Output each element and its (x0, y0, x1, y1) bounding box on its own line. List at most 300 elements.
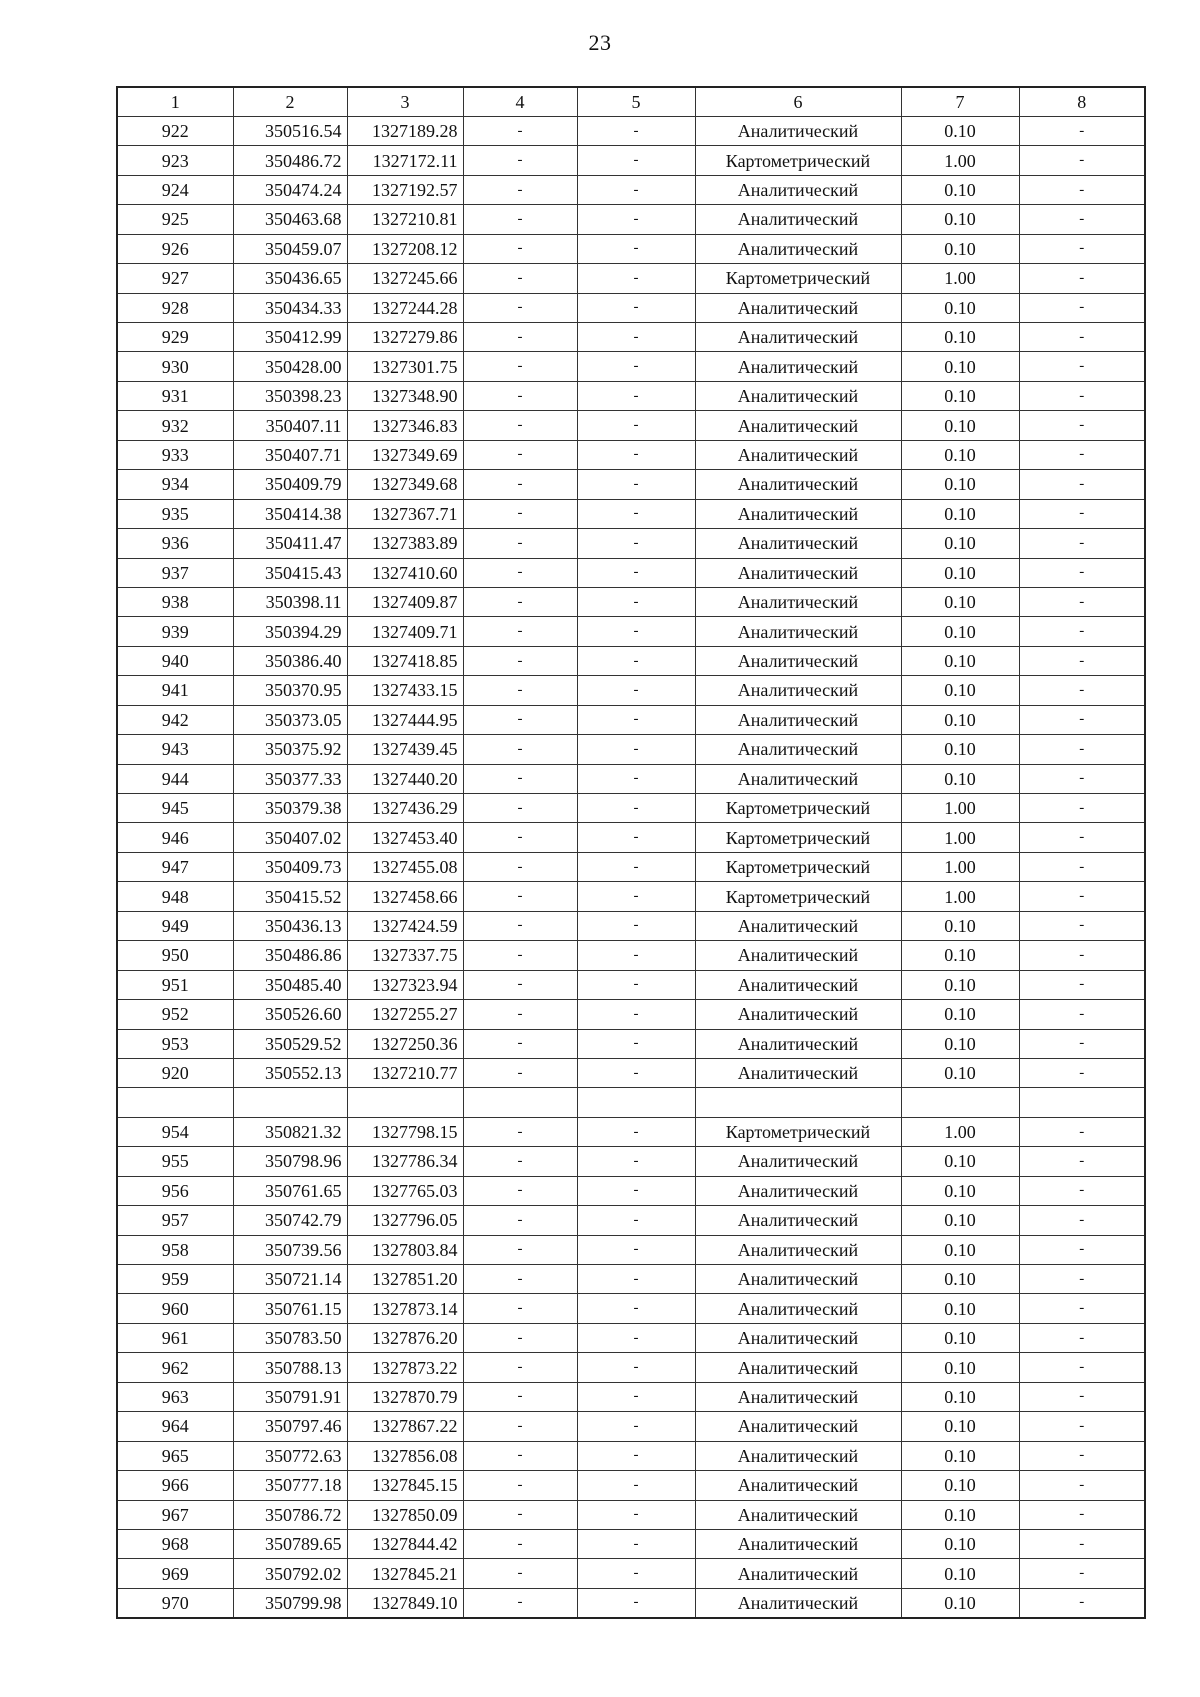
method-cell: Аналитический (695, 1382, 901, 1411)
accuracy-cell (901, 1088, 1019, 1117)
x-coordinate-cell: 350739.56 (233, 1235, 347, 1264)
col5-cell: - (577, 1441, 695, 1470)
col4-cell: - (463, 175, 577, 204)
col8-cell (1019, 1088, 1145, 1117)
table-row (117, 1147, 1145, 1176)
col5-cell: - (577, 1058, 695, 1087)
col4-cell: - (463, 617, 577, 646)
y-coordinate-cell: 1327765.03 (347, 1176, 463, 1205)
y-coordinate-cell: 1327383.89 (347, 529, 463, 558)
table-body (117, 116, 1145, 1617)
column-header: 1 (117, 87, 233, 116)
table-row (117, 1412, 1145, 1441)
x-coordinate-cell: 350721.14 (233, 1265, 347, 1294)
column-header: 6 (695, 87, 901, 116)
y-coordinate-cell: 1327845.15 (347, 1471, 463, 1500)
col5-cell: - (577, 205, 695, 234)
point-number-cell: 924 (117, 175, 233, 204)
table-row (117, 1323, 1145, 1352)
col4-cell: - (463, 1265, 577, 1294)
y-coordinate-cell: 1327244.28 (347, 293, 463, 322)
accuracy-cell: 0.10 (901, 646, 1019, 675)
x-coordinate-cell (233, 1088, 347, 1117)
col5-cell: - (577, 1529, 695, 1558)
col8-cell: - (1019, 205, 1145, 234)
method-cell: Аналитический (695, 1206, 901, 1235)
table-row (117, 587, 1145, 616)
accuracy-cell: 0.10 (901, 1235, 1019, 1264)
method-cell: Аналитический (695, 1176, 901, 1205)
col8-cell: - (1019, 1117, 1145, 1146)
col5-cell: - (577, 852, 695, 881)
accuracy-cell: 1.00 (901, 794, 1019, 823)
col5-cell: - (577, 558, 695, 587)
x-coordinate-cell: 350777.18 (233, 1471, 347, 1500)
point-number-cell: 965 (117, 1441, 233, 1470)
col8-cell: - (1019, 1353, 1145, 1382)
x-coordinate-cell: 350394.29 (233, 617, 347, 646)
table-row (117, 764, 1145, 793)
method-cell: Аналитический (695, 617, 901, 646)
x-coordinate-cell: 350386.40 (233, 646, 347, 675)
table-row (117, 1117, 1145, 1146)
x-coordinate-cell: 350761.15 (233, 1294, 347, 1323)
accuracy-cell: 1.00 (901, 882, 1019, 911)
table-row (117, 1441, 1145, 1470)
col4-cell: - (463, 1206, 577, 1235)
col5-cell: - (577, 1029, 695, 1058)
col8-cell: - (1019, 823, 1145, 852)
table-row (117, 705, 1145, 734)
col8-cell: - (1019, 381, 1145, 410)
point-number-cell: 947 (117, 852, 233, 881)
col5-cell: - (577, 911, 695, 940)
accuracy-cell: 0.10 (901, 617, 1019, 646)
point-number-cell: 967 (117, 1500, 233, 1529)
col5-cell: - (577, 1323, 695, 1352)
method-cell: Аналитический (695, 941, 901, 970)
col4-cell: - (463, 205, 577, 234)
x-coordinate-cell: 350788.13 (233, 1353, 347, 1382)
x-coordinate-cell: 350398.11 (233, 587, 347, 616)
x-coordinate-cell: 350375.92 (233, 735, 347, 764)
accuracy-cell: 0.10 (901, 293, 1019, 322)
table-row (117, 1588, 1145, 1617)
col4-cell: - (463, 1471, 577, 1500)
y-coordinate-cell: 1327453.40 (347, 823, 463, 852)
column-header: 8 (1019, 87, 1145, 116)
method-cell: Аналитический (695, 676, 901, 705)
y-coordinate-cell: 1327870.79 (347, 1382, 463, 1411)
y-coordinate-cell: 1327444.95 (347, 705, 463, 734)
point-number-cell: 943 (117, 735, 233, 764)
point-number-cell: 932 (117, 411, 233, 440)
point-number-cell: 960 (117, 1294, 233, 1323)
col5-cell: - (577, 1559, 695, 1588)
point-number-cell: 922 (117, 116, 233, 145)
point-number-cell: 940 (117, 646, 233, 675)
accuracy-cell: 0.10 (901, 381, 1019, 410)
col8-cell: - (1019, 1500, 1145, 1529)
method-cell: Аналитический (695, 323, 901, 352)
col8-cell: - (1019, 1588, 1145, 1617)
col4-cell: - (463, 146, 577, 175)
table-row (117, 1029, 1145, 1058)
point-number-cell: 925 (117, 205, 233, 234)
point-number-cell: 969 (117, 1559, 233, 1588)
col5-cell: - (577, 1588, 695, 1617)
y-coordinate-cell (347, 1088, 463, 1117)
method-cell: Аналитический (695, 911, 901, 940)
col5-cell: - (577, 175, 695, 204)
accuracy-cell: 0.10 (901, 175, 1019, 204)
col8-cell: - (1019, 175, 1145, 204)
col8-cell: - (1019, 499, 1145, 528)
col5-cell: - (577, 1206, 695, 1235)
table-row (117, 646, 1145, 675)
y-coordinate-cell: 1327367.71 (347, 499, 463, 528)
accuracy-cell: 0.10 (901, 1471, 1019, 1500)
col5-cell: - (577, 705, 695, 734)
point-number-cell: 961 (117, 1323, 233, 1352)
x-coordinate-cell: 350789.65 (233, 1529, 347, 1558)
y-coordinate-cell: 1327849.10 (347, 1588, 463, 1617)
table-row (117, 823, 1145, 852)
method-cell: Аналитический (695, 175, 901, 204)
method-cell: Аналитический (695, 1294, 901, 1323)
col4-cell: - (463, 1559, 577, 1588)
table-row (117, 1382, 1145, 1411)
col4-cell: - (463, 440, 577, 469)
col8-cell: - (1019, 941, 1145, 970)
table-row (117, 1176, 1145, 1205)
col8-cell: - (1019, 617, 1145, 646)
method-cell: Аналитический (695, 970, 901, 999)
col5-cell: - (577, 1147, 695, 1176)
col8-cell: - (1019, 1559, 1145, 1588)
accuracy-cell: 0.10 (901, 911, 1019, 940)
column-header: 5 (577, 87, 695, 116)
x-coordinate-cell: 350792.02 (233, 1559, 347, 1588)
column-header: 2 (233, 87, 347, 116)
y-coordinate-cell: 1327424.59 (347, 911, 463, 940)
point-number-cell: 933 (117, 440, 233, 469)
x-coordinate-cell: 350552.13 (233, 1058, 347, 1087)
point-number-cell: 927 (117, 264, 233, 293)
col4-cell: - (463, 323, 577, 352)
table-row (117, 1529, 1145, 1558)
method-cell: Аналитический (695, 411, 901, 440)
accuracy-cell: 1.00 (901, 264, 1019, 293)
col4-cell: - (463, 794, 577, 823)
col4-cell: - (463, 587, 577, 616)
method-cell: Аналитический (695, 705, 901, 734)
col8-cell: - (1019, 558, 1145, 587)
accuracy-cell: 1.00 (901, 146, 1019, 175)
y-coordinate-cell: 1327786.34 (347, 1147, 463, 1176)
table-row (117, 440, 1145, 469)
point-number-cell: 923 (117, 146, 233, 175)
table-row (117, 794, 1145, 823)
col8-cell: - (1019, 705, 1145, 734)
x-coordinate-cell: 350772.63 (233, 1441, 347, 1470)
col5-cell: - (577, 1176, 695, 1205)
y-coordinate-cell: 1327851.20 (347, 1265, 463, 1294)
accuracy-cell: 1.00 (901, 852, 1019, 881)
col4-cell: - (463, 1058, 577, 1087)
y-coordinate-cell: 1327418.85 (347, 646, 463, 675)
col5-cell: - (577, 264, 695, 293)
point-number-cell: 941 (117, 676, 233, 705)
point-number-cell: 934 (117, 470, 233, 499)
y-coordinate-cell: 1327348.90 (347, 381, 463, 410)
col4-cell: - (463, 882, 577, 911)
table-row (117, 411, 1145, 440)
table-row (117, 852, 1145, 881)
table-row (117, 558, 1145, 587)
y-coordinate-cell: 1327436.29 (347, 794, 463, 823)
col4-cell: - (463, 735, 577, 764)
col4-cell: - (463, 1176, 577, 1205)
method-cell: Аналитический (695, 234, 901, 263)
table-row (117, 323, 1145, 352)
y-coordinate-cell: 1327301.75 (347, 352, 463, 381)
table-row (117, 911, 1145, 940)
col8-cell: - (1019, 587, 1145, 616)
col8-cell: - (1019, 1412, 1145, 1441)
x-coordinate-cell: 350377.33 (233, 764, 347, 793)
col4-cell: - (463, 1353, 577, 1382)
point-number-cell: 931 (117, 381, 233, 410)
method-cell: Аналитический (695, 529, 901, 558)
method-cell: Аналитический (695, 646, 901, 675)
col5-cell: - (577, 352, 695, 381)
method-cell: Аналитический (695, 1471, 901, 1500)
accuracy-cell: 0.10 (901, 1058, 1019, 1087)
col8-cell: - (1019, 323, 1145, 352)
y-coordinate-cell: 1327440.20 (347, 764, 463, 793)
method-cell: Картометрический (695, 264, 901, 293)
col5-cell: - (577, 646, 695, 675)
x-coordinate-cell: 350370.95 (233, 676, 347, 705)
y-coordinate-cell: 1327255.27 (347, 1000, 463, 1029)
accuracy-cell: 0.10 (901, 1441, 1019, 1470)
method-cell: Аналитический (695, 470, 901, 499)
method-cell: Аналитический (695, 1353, 901, 1382)
y-coordinate-cell: 1327192.57 (347, 175, 463, 204)
table-row (117, 941, 1145, 970)
col8-cell: - (1019, 911, 1145, 940)
table-row (117, 470, 1145, 499)
point-number-cell: 948 (117, 882, 233, 911)
accuracy-cell: 0.10 (901, 116, 1019, 145)
col5-cell: - (577, 529, 695, 558)
table-row (117, 499, 1145, 528)
accuracy-cell: 0.10 (901, 587, 1019, 616)
point-number-cell: 966 (117, 1471, 233, 1500)
method-cell: Аналитический (695, 205, 901, 234)
accuracy-cell: 0.10 (901, 352, 1019, 381)
table-row (117, 676, 1145, 705)
col5-cell: - (577, 234, 695, 263)
x-coordinate-cell: 350791.91 (233, 1382, 347, 1411)
page-number: 23 (588, 30, 612, 55)
table-row (117, 1235, 1145, 1264)
col4-cell: - (463, 352, 577, 381)
col8-cell: - (1019, 1294, 1145, 1323)
x-coordinate-cell: 350486.86 (233, 941, 347, 970)
table-row (117, 1058, 1145, 1087)
col5-cell (577, 1088, 695, 1117)
table-row (117, 1265, 1145, 1294)
col5-cell: - (577, 676, 695, 705)
x-coordinate-cell: 350485.40 (233, 970, 347, 999)
col4-cell: - (463, 1029, 577, 1058)
y-coordinate-cell: 1327876.20 (347, 1323, 463, 1352)
col4-cell: - (463, 1235, 577, 1264)
point-number-cell: 942 (117, 705, 233, 734)
col8-cell: - (1019, 352, 1145, 381)
column-header: 7 (901, 87, 1019, 116)
col5-cell: - (577, 1382, 695, 1411)
method-cell: Картометрический (695, 794, 901, 823)
y-coordinate-cell: 1327208.12 (347, 234, 463, 263)
y-coordinate-cell: 1327245.66 (347, 264, 463, 293)
x-coordinate-cell: 350414.38 (233, 499, 347, 528)
y-coordinate-cell: 1327439.45 (347, 735, 463, 764)
point-number-cell: 928 (117, 293, 233, 322)
col8-cell: - (1019, 146, 1145, 175)
y-coordinate-cell: 1327458.66 (347, 882, 463, 911)
accuracy-cell: 0.10 (901, 1029, 1019, 1058)
col4-cell: - (463, 1382, 577, 1411)
y-coordinate-cell: 1327410.60 (347, 558, 463, 587)
accuracy-cell: 0.10 (901, 1206, 1019, 1235)
col5-cell: - (577, 1471, 695, 1500)
point-number-cell: 950 (117, 941, 233, 970)
col5-cell: - (577, 1235, 695, 1264)
col8-cell: - (1019, 1441, 1145, 1470)
col4-cell: - (463, 970, 577, 999)
col8-cell: - (1019, 1058, 1145, 1087)
col8-cell: - (1019, 1000, 1145, 1029)
table-row (117, 529, 1145, 558)
col8-cell: - (1019, 116, 1145, 145)
col8-cell: - (1019, 794, 1145, 823)
col5-cell: - (577, 823, 695, 852)
col5-cell: - (577, 587, 695, 616)
y-coordinate-cell: 1327850.09 (347, 1500, 463, 1529)
accuracy-cell: 0.10 (901, 676, 1019, 705)
col4-cell: - (463, 764, 577, 793)
y-coordinate-cell: 1327279.86 (347, 323, 463, 352)
method-cell: Картометрический (695, 823, 901, 852)
point-number-cell: 963 (117, 1382, 233, 1411)
method-cell: Аналитический (695, 1529, 901, 1558)
table-row (117, 1353, 1145, 1382)
y-coordinate-cell: 1327455.08 (347, 852, 463, 881)
table-row (117, 264, 1145, 293)
accuracy-cell: 0.10 (901, 1294, 1019, 1323)
point-number-cell: 939 (117, 617, 233, 646)
method-cell: Аналитический (695, 1588, 901, 1617)
y-coordinate-cell: 1327337.75 (347, 941, 463, 970)
x-coordinate-cell: 350742.79 (233, 1206, 347, 1235)
method-cell: Аналитический (695, 1147, 901, 1176)
col5-cell: - (577, 1412, 695, 1441)
point-number-cell: 938 (117, 587, 233, 616)
point-number-cell: 968 (117, 1529, 233, 1558)
col4-cell: - (463, 1323, 577, 1352)
x-coordinate-cell: 350415.43 (233, 558, 347, 587)
col5-cell: - (577, 470, 695, 499)
x-coordinate-cell: 350459.07 (233, 234, 347, 263)
table-row (117, 735, 1145, 764)
col5-cell: - (577, 381, 695, 410)
column-header: 3 (347, 87, 463, 116)
col5-cell: - (577, 1353, 695, 1382)
accuracy-cell: 0.10 (901, 323, 1019, 352)
accuracy-cell: 0.10 (901, 1353, 1019, 1382)
point-number-cell: 953 (117, 1029, 233, 1058)
table-row (117, 1471, 1145, 1500)
x-coordinate-cell: 350474.24 (233, 175, 347, 204)
table-header-row (117, 87, 1145, 116)
col5-cell: - (577, 499, 695, 528)
accuracy-cell: 0.10 (901, 529, 1019, 558)
table-row (117, 1206, 1145, 1235)
point-number-cell: 946 (117, 823, 233, 852)
method-cell: Аналитический (695, 1500, 901, 1529)
col4-cell: - (463, 1588, 577, 1617)
accuracy-cell: 0.10 (901, 1412, 1019, 1441)
method-cell: Аналитический (695, 1323, 901, 1352)
col5-cell: - (577, 882, 695, 911)
method-cell: Картометрический (695, 1117, 901, 1146)
method-cell: Аналитический (695, 1265, 901, 1294)
col8-cell: - (1019, 882, 1145, 911)
point-number-cell: 945 (117, 794, 233, 823)
col4-cell: - (463, 470, 577, 499)
method-cell: Аналитический (695, 735, 901, 764)
accuracy-cell: 0.10 (901, 470, 1019, 499)
x-coordinate-cell: 350486.72 (233, 146, 347, 175)
table-row (117, 970, 1145, 999)
x-coordinate-cell: 350409.73 (233, 852, 347, 881)
y-coordinate-cell: 1327803.84 (347, 1235, 463, 1264)
y-coordinate-cell: 1327189.28 (347, 116, 463, 145)
column-header: 4 (463, 87, 577, 116)
accuracy-cell: 0.10 (901, 1265, 1019, 1294)
col4-cell: - (463, 234, 577, 263)
table-row (117, 1088, 1145, 1117)
col5-cell: - (577, 323, 695, 352)
accuracy-cell: 0.10 (901, 970, 1019, 999)
point-number-cell: 955 (117, 1147, 233, 1176)
col4-cell: - (463, 529, 577, 558)
point-number-cell: 956 (117, 1176, 233, 1205)
table-row (117, 1294, 1145, 1323)
col4-cell: - (463, 381, 577, 410)
accuracy-cell: 0.10 (901, 1500, 1019, 1529)
x-coordinate-cell: 350463.68 (233, 205, 347, 234)
method-cell: Аналитический (695, 381, 901, 410)
point-number-cell: 920 (117, 1058, 233, 1087)
method-cell: Аналитический (695, 1441, 901, 1470)
y-coordinate-cell: 1327796.05 (347, 1206, 463, 1235)
table-row (117, 205, 1145, 234)
table-row (117, 234, 1145, 263)
